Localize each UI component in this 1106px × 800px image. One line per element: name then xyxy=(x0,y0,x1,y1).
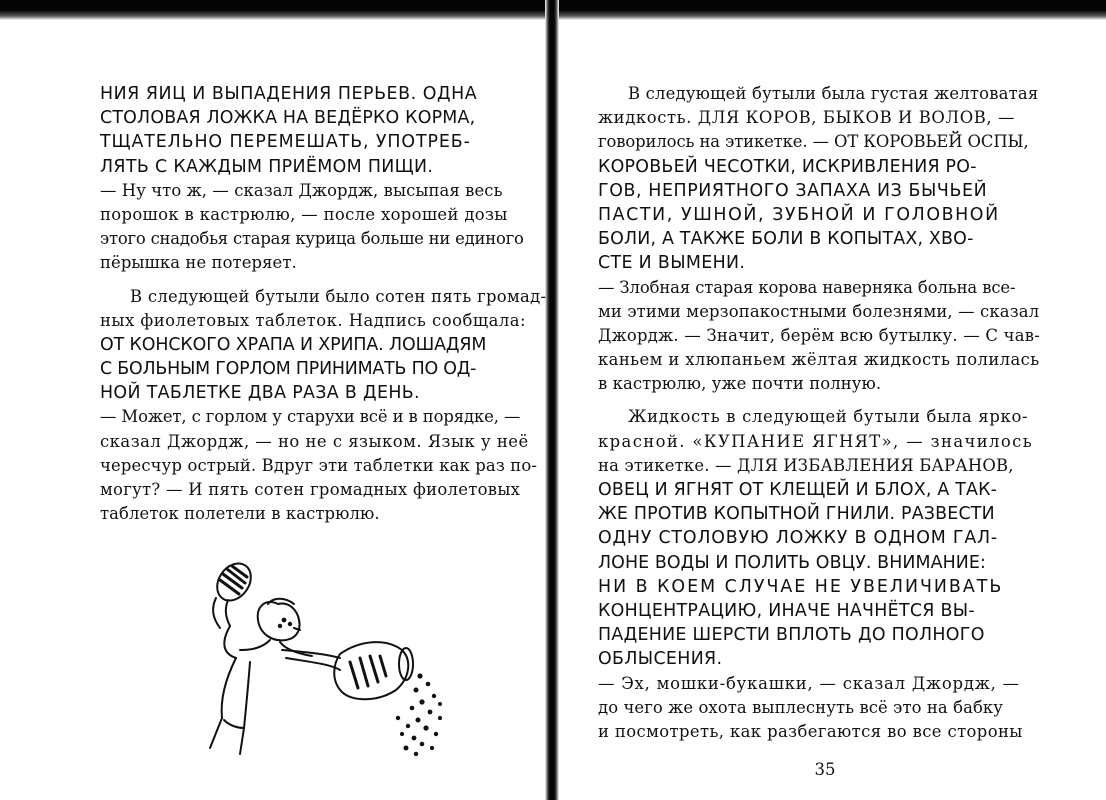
text-line: и посмотреть, как разбегаются во все стороны xyxy=(598,721,1023,741)
text-line: ПАДЕНИЕ ШЕРСТИ ВПЛОТЬ ДО ПОЛНОГО xyxy=(598,625,985,646)
text-line: ных фиолетовых таблеток. Надпись сообщала: xyxy=(100,310,527,330)
pill-jar xyxy=(334,642,413,699)
text-line: БОЛИ, А ТАКЖЕ БОЛИ В КОПЫТАХ, ХВО- xyxy=(598,229,974,250)
text-line: ПАСТИ, УШНОЙ, ЗУБНОЙ И ГОЛОВНОЙ xyxy=(598,204,1000,225)
text-line: Джордж. — Значит, берём всю бутылку. — С чав- xyxy=(598,325,1041,345)
text-line: — Эх, мошки-букашки, — сказал Джордж, — xyxy=(598,673,1020,693)
text-line: НИ В КОЕМ СЛУЧАЕ НЕ УВЕЛИЧИВАТЬ xyxy=(598,576,1004,597)
text-line: ТЩАТЕЛЬНО ПЕРЕМЕШАТЬ, УПОТРЕБ- xyxy=(100,132,471,153)
text-line: — Ну что ж, — сказал Джордж, высыпая весь xyxy=(100,180,503,200)
text-line: ОДНУ СТОЛОВУЮ ЛОЖКУ В ОДНОМ ГАЛ- xyxy=(598,528,998,549)
text-line: ми этими мерзопакостными болезнями, — сказал xyxy=(598,301,1040,321)
text-line: СТОЛОВАЯ ЛОЖКА НА ВЕДЁРКО КОРМА, xyxy=(100,108,476,129)
text-line: В следующей бутыли была густая желтоватая xyxy=(628,84,1039,103)
text-line: В следующей бутыли было сотен пять громад- xyxy=(130,286,547,306)
left-page xyxy=(100,82,547,526)
falling-pills xyxy=(396,673,442,756)
text-line: до чего же охота выплеснуть всё это на бабку xyxy=(598,697,1003,717)
text-line: КОРОВЬЕЙ ЧЕСОТКИ, ИСКРИВЛЕНИЯ РО- xyxy=(598,156,977,177)
right-page xyxy=(598,82,1043,744)
boy-pouring-pills-illustration xyxy=(190,558,460,758)
text-line: ГОВ, НЕПРИЯТНОГО ЗАПАХА ИЗ БЫЧЬЕЙ xyxy=(598,180,988,201)
text-line: ЛОНЕ ВОДЫ И ПОЛИТЬ ОВЦУ. ВНИМАНИЕ: xyxy=(598,552,986,573)
text-line: Жидкость в следующей бутыли была ярко- xyxy=(628,407,1029,427)
text-line: — Злобная старая корова наверняка больна все- xyxy=(598,277,1016,297)
book-gutter xyxy=(545,0,559,800)
text-line: сказал Джордж, — но не с языком. Язык у неё xyxy=(100,431,529,451)
text-line: могут? — И пять сотен громадных фиолетовых xyxy=(100,480,521,499)
text-line: чересчур острый. Вдруг эти таблетки как раз по- xyxy=(100,455,538,475)
text-line: ОТ КОНСКОГО ХРАПА И ХРИПА. ЛОШАДЯМ xyxy=(100,334,487,355)
text-line: этого снадобья старая курица больше ни единого xyxy=(100,229,524,249)
paragraph-gap xyxy=(598,396,1043,405)
boy-head xyxy=(258,602,300,640)
text-line: НОЙ ТАБЛЕТКЕ ДВА РАЗА В ДЕНЬ. xyxy=(100,383,420,404)
paragraph-gap xyxy=(100,276,540,285)
text-line: ЖЕ ПРОТИВ КОПЫТНОЙ ГНИЛИ. РАЗВЕСТИ xyxy=(598,504,995,525)
text-line: пёрышка не потеряет. xyxy=(100,253,297,273)
text-line: КОНЦЕНТРАЦИЮ, ИНАЧЕ НАЧНЁТСЯ ВЫ- xyxy=(598,600,975,621)
text-line: жидкость. ДЛЯ КОРОВ, БЫКОВ И ВОЛОВ, — xyxy=(598,108,1016,128)
text-line: говорилось на этикетке. — ОТ КОРОВЬЕЙ ОСПЫ, xyxy=(598,132,1029,152)
text-line: на этикетке. — ДЛЯ ИЗБАВЛЕНИЯ БАРАНОВ, xyxy=(598,455,1014,475)
text-line: ОБЛЫСЕНИЯ. xyxy=(598,649,723,670)
text-line: ОВЕЦ И ЯГНЯТ ОТ КЛЕЩЕЙ И БЛОХ, А ТАК- xyxy=(598,480,998,500)
text-line: — Может, с горлом у старухи всё и в порядке, — xyxy=(100,407,521,427)
text-line: ЛЯТЬ С КАЖДЫМ ПРИЁМОМ ПИЩИ. xyxy=(100,156,434,177)
text-line: в кастрюлю, уже почти полную. xyxy=(598,374,882,394)
text-line: С БОЛЬНЫМ ГОРЛОМ ПРИНИМАТЬ ПО ОД- xyxy=(100,359,477,380)
text-line: красной. «КУПАНИЕ ЯГНЯТ», — значилось xyxy=(598,431,1034,451)
text-line: порошок в кастрюлю, — после хорошей дозы xyxy=(100,204,508,224)
text-line: СТЕ И ВЫМЕНИ. xyxy=(598,253,746,274)
text-line: таблеток полетели в кастрюлю. xyxy=(100,504,380,524)
page-number: 35 xyxy=(814,760,836,779)
text-line: НИЯ ЯИЦ И ВЫПАДЕНИЯ ПЕРЬЕВ. ОДНА xyxy=(100,84,478,104)
text-line: каньем и хлюпаньем жёлтая жидкость полилась xyxy=(598,350,1040,370)
